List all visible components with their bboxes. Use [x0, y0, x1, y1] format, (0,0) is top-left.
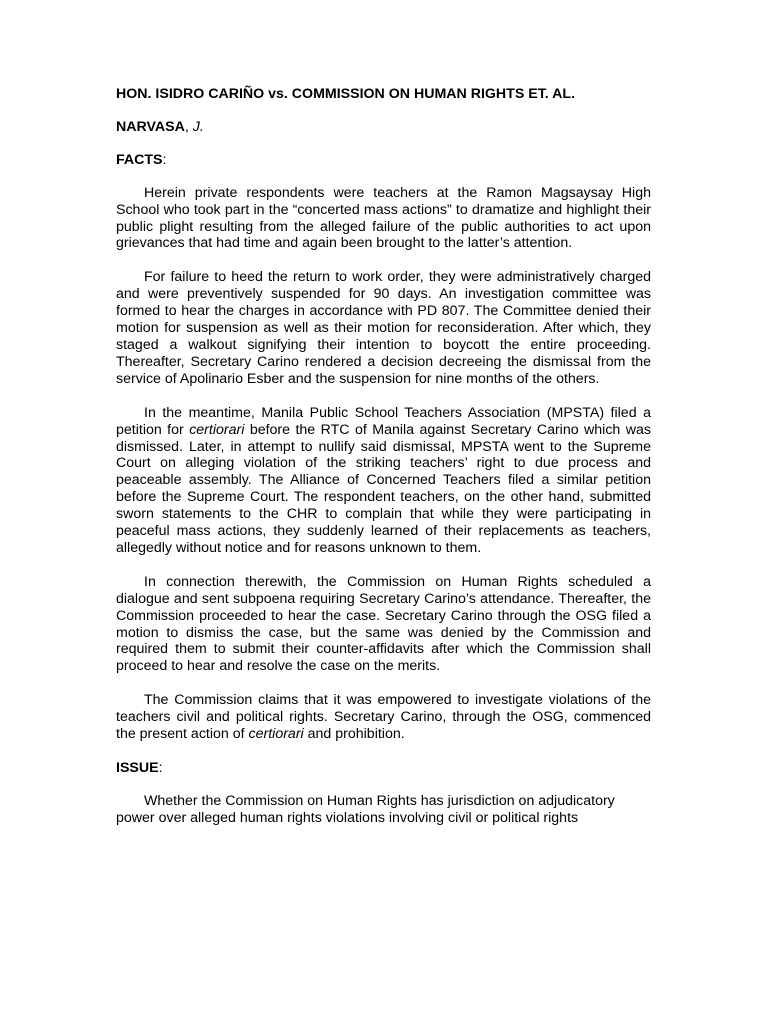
issue-heading-label: ISSUE [116, 760, 159, 776]
facts-paragraph-5 [116, 692, 651, 743]
facts-paragraph-3-part-b: before the RTC of Manila against Secretary Carino which was dismissed. Later, in attempt to nullify said dismissal, MPSTA went to the Supreme Court on alleging violation of the striking teachers’ right to due process and peaceable assembly. The Alliance of Concerned Teachers filed a similar petition before the Supreme Court. The respondent teachers, on the other hand, submitted sworn statements to the CHR to complain that while they were participating in peaceful mass actions, they suddenly learned of their replacements as teachers, allegedly without notice and for reasons unknown to them. [116, 421, 651, 556]
facts-paragraph-3 [116, 405, 651, 557]
facts-paragraph-5-part-b: and prohibition. [303, 726, 405, 743]
facts-heading [116, 152, 651, 169]
facts-paragraph-1: Herein private respondents were teachers at the Ramon Magsaysay High School who took part in the “concerted mass actions” to dramatize and highlight their public plight resulting from the alleged failure of the public authorities to act upon grievances that had time and again been brought to the latter’s attention. [116, 184, 651, 252]
facts-paragraph-3-italic: certiorari [189, 421, 245, 438]
issue-heading [116, 760, 651, 777]
document-page [116, 86, 651, 844]
facts-heading-label: FACTS [116, 151, 163, 168]
facts-paragraph-5-italic: certiorari [248, 726, 304, 743]
facts-paragraph-4: In connection therewith, the Commission on Human Rights scheduled a dialogue and sent subpoena requiring Secretary Carino’s attendance. Thereafter, the Commission proceeded to hear the case. Secretary Carino through the OSG filed a motion to dismiss the case, but the same was denied by the Commission and required them to submit their counter-affidavits after which the Commission shall proceed to hear and resolve the case on the merits. [116, 573, 651, 675]
ponente-line [116, 119, 651, 136]
facts-paragraph-2: For failure to heed the return to work order, they were administratively charged and were preventively suspended for 90 days. An investigation committee was formed to hear the charges in accordance with PD 807. The Committee denied their motion for suspension as well as their motion for reconsideration. After which, they staged a walkout signifying their intention to boycott the entire proceeding. Thereafter, Secretary Carino rendered a decision decreeing the dismissal from the service of Apolinario Esber and the suspension for nine months of the others. [116, 269, 651, 387]
facts-paragraph-3-part-a: In the meantime, Manila Public School Teachers Association (MPSTA) filed a petition for [116, 404, 651, 438]
case-title: HON. ISIDRO CARIÑO vs. COMMISSION ON HUMAN RIGHTS ET. AL. [116, 86, 576, 102]
issue-paragraph-1: Whether the Commission on Human Rights has jurisdiction on adjudicatory power over alleged human rights violations involving civil or political rights [116, 792, 615, 826]
ponente-name: NARVASA [116, 118, 185, 135]
issue-heading-colon: : [158, 760, 163, 776]
facts-heading-colon: : [162, 151, 167, 168]
ponente-separator: , [184, 118, 193, 135]
ponente-title: J. [192, 118, 204, 135]
facts-paragraph-5-part-a: The Commission claims that it was empowered to investigate violations of the teachers civil and political rights. Secretary Carino, through the OSG, commenced the present action of [116, 692, 651, 743]
